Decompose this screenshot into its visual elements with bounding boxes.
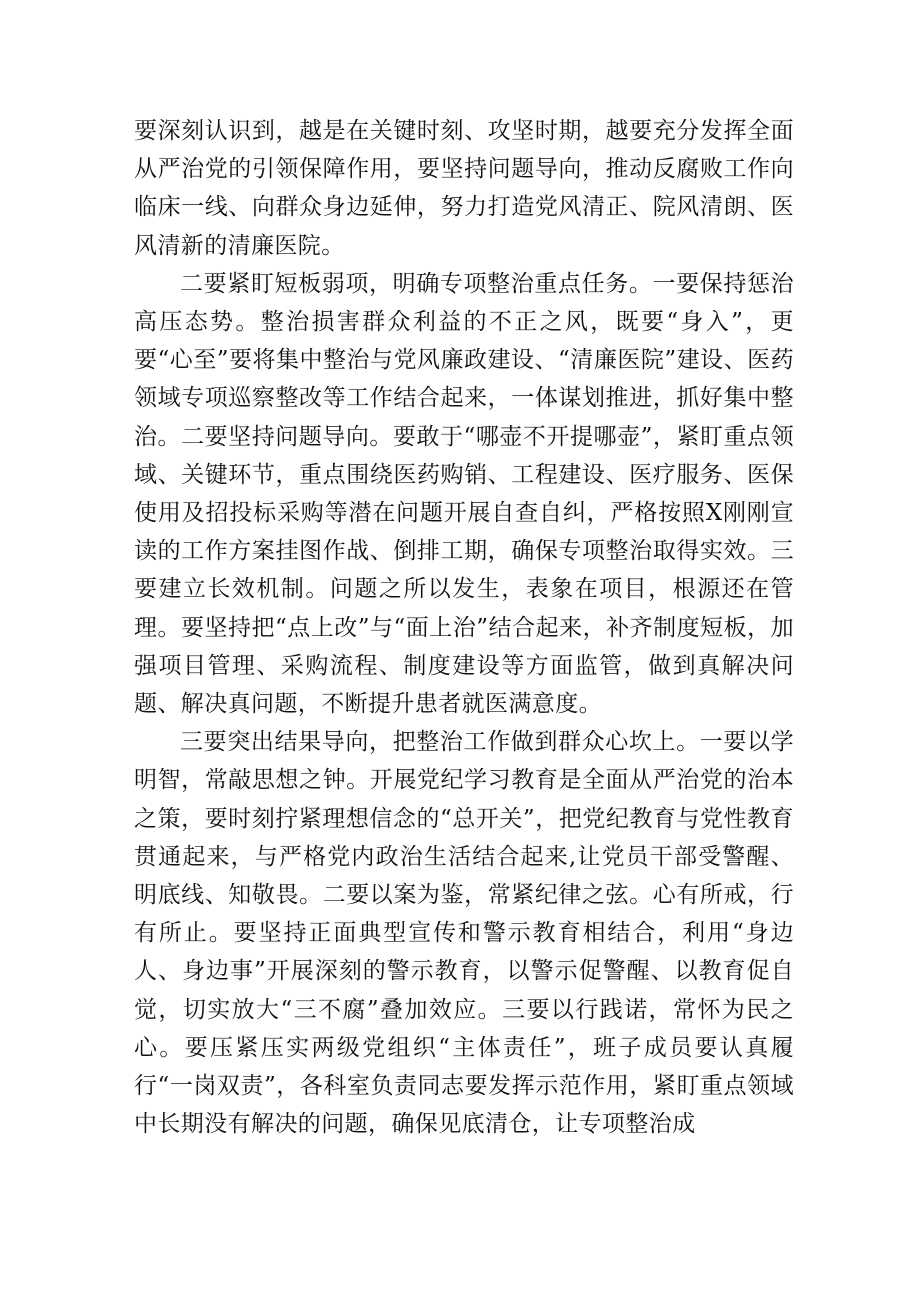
paragraph-task-three: 三要突出结果导向，把整治工作做到群众心坎上。一要以学明智，常敲思想之钟。开展党纪学习教育是全面从严治党的治本之策，要时刻拧紧理想信念的“总开关”，把党纪教育与党性教育贯通起来，与严格党内政治生活结合起来,让党员干部受警醒、明底线、知敬畏。二要以案为鉴，常紧纪律之弦。心有所戒，行有所止。要坚持正面典型宣传和警示教育相结合，利用“身边人、身边事”开展深刻的警示教育，以警示促警醒、以教育促自觉，切实放大“三不腐”叠加效应。三要以行践诺，常怀为民之心。要压紧压实两级党组织“主体责任”，班子成员要认真履行“一岗双责”，各科室负责同志要发挥示范作用，紧盯重点领域中长期没有解决的问题，确保见底清仓，让专项整治成 bbox=[134, 729, 794, 1138]
document-body bbox=[134, 112, 794, 1143]
paragraph-task-two: 二要紧盯短板弱项，明确专项整治重点任务。一要保持惩治高压态势。整治损害群众利益的不正之风，既要“身入”，更要“心至”要将集中整治与党风廉政建设、“清廉医院”建设、医药领域专项巡察整改等工作结合起来，一体谋划推进，抓好集中整治。二要坚持问题导向。要敢于“哪壶不开提哪壶”，紧盯重点领域、关键环节，重点围绕医药购销、工程建设、医疗服务、医保使用及招投标采购等潜在问题开展自查自纠，严格按照X刚刚宣读的工作方案挂图作战、倒排工期，确保专项整治取得实效。三要建立长效机制。问题之所以发生，表象在项目，根源还在管理。要坚持把“点上改”与“面上治”结合起来，补齐制度短板，加强项目管理、采购流程、制度建设等方面监管，做到真解决问题、解决真问题，不断提升患者就医满意度。 bbox=[134, 270, 794, 718]
paragraph-continuation: 要深刻认识到，越是在关键时刻、攻坚时期，越要充分发挥全面从严治党的引领保障作用，要坚持问题导向，推动反腐败工作向临床一线、向群众身边延伸，努力打造党风清正、院风清朗、医风清新的清廉医院。 bbox=[134, 118, 794, 259]
